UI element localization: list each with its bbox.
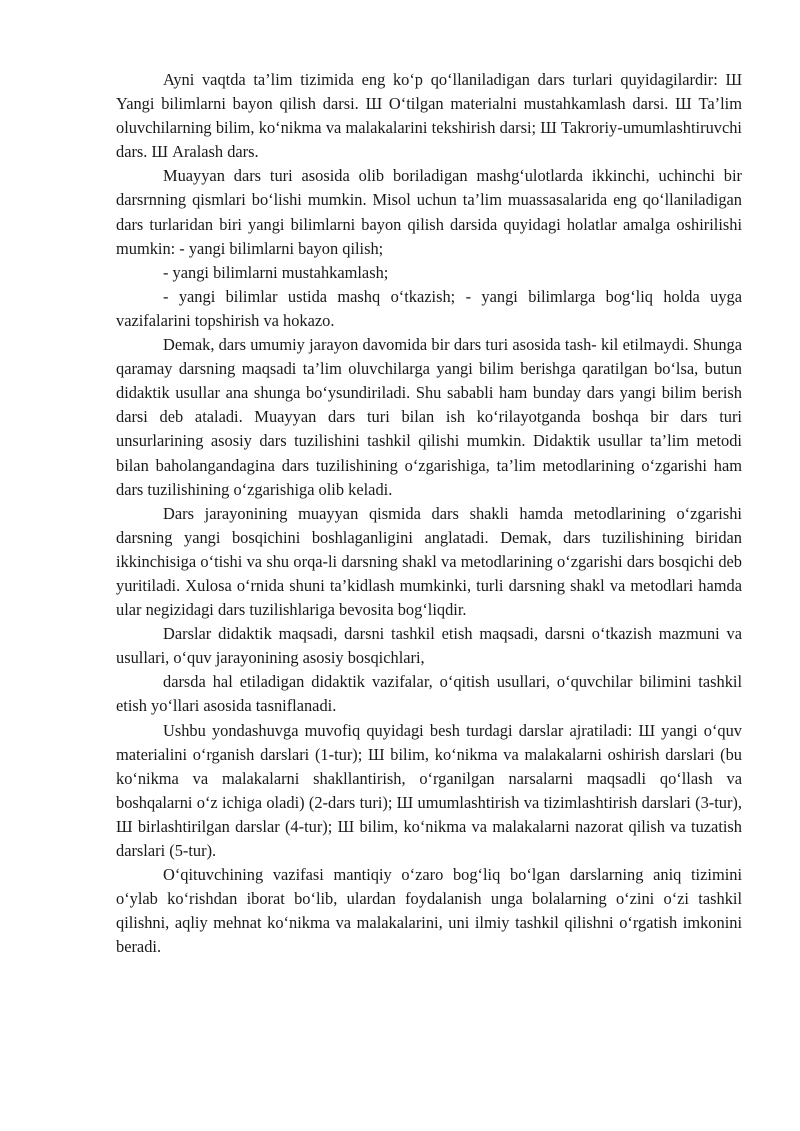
paragraph-lesson-parts: Muayyan dars turi asosida olib boriladigan mashg‘ulotlarda ikkinchi, uchinchi bir darsrnning qismlari bo‘lishi mumkin. Misol uchun ta’lim muassasalarida eng qo‘llaniladigan dars turlaridan biri yangi bilimlarni bayon qilish darsida quyidagi holatlar amalga oshirilishi mumkin: - yangi bilimlarni bayon qilish; xyxy=(116,166,742,258)
document-body xyxy=(116,68,742,959)
paragraph-lesson-types: Ayni vaqtda ta’lim tizimida eng ko‘p qo‘llaniladigan dars turlari quyidagilardir: Ш Yangi bilimlarni bayon qilish darsi. Ш O‘tilgan materialni mustahkamlash darsi. Ш Ta’lim oluvchilarning bilim, ko‘nikma va malakalarini tekshirish darsi; Ш Takroriy-umumlashtiruvchi dars. Ш Aralash dars. xyxy=(116,70,742,162)
paragraph-lesson-structure: Demak, dars umumiy jarayon davomida bir dars turi asosida tash- kil etilmaydi. Shunga qaramay darsning maqsadi ta’lim oluvchilarga yangi bilim berishga qaratilgan bo‘lsa, butun didaktik usullar ana shunga bo‘ysundiriladi. Shu sababli ham bunday dars yangi bilim berish darsi deb ataladi. Muayyan dars turi bilan ish ko‘rilayotganda boshqa bir dars turi unsurlarining asosiy dars tuzilishini tashkil qilishi mumkin. Didaktik usullar ta’lim metodi bilan baholangandagina dars tuzilishining o‘zgarishiga, ta’lim metodlarining o‘zgarishi ham dars tuzilishining o‘zgarishiga olib keladi. xyxy=(116,335,742,499)
paragraph-five-lesson-types: Ushbu yondashuvga muvofiq quyidagi besh turdagi darslar ajratiladi: Ш yangi o‘quv materialini o‘rganish darslari (1-tur); Ш bilim, ko‘nikma va malakalarni oshirish darslari (bu ko‘nikma va malakalarni shakllantirish, o‘rganilgan narsalarni maqsadli qo‘llash va boshqalarni o‘z ichiga oladi) (2-dars turi); Ш umumlashtirish va tizimlashtirish darslari (3-tur), Ш birlashtirilgan darslar (4-tur); Ш bilim, ko‘nikma va malakalarni nazorat qilish va tuzatish darslari (5-tur). xyxy=(116,720,742,860)
paragraph-lesson-stages: Dars jarayonining muayyan qismida dars shakli hamda metodlarining o‘zgarishi darsning yangi bosqichini boshlaganligini anglatadi. Demak, dars tuzilishining biridan ikkinchisiga o‘tishi va shu orqa-li darsning shakl va metodlarining o‘zgarishi dars bosqichi deb yuritiladi. Xulosa o‘rnida shuni ta’kidlash mumkinki, turli darsning shakl va metodlari hamda ular negizidagi dars tuzilishlariga bevosita bog‘liqdir. xyxy=(116,503,742,620)
list-item-exercise-homework: - yangi bilimlar ustida mashq o‘tkazish; - yangi bilimlarga bog‘liq holda uyga vazifalarini topshirish va hokazo. xyxy=(116,286,742,330)
paragraph-classification-continued: darsda hal etiladigan didaktik vazifalar, o‘qitish usullari, o‘quvchilar bilimini tashkil etish yo‘llari asosida tasniflanadi. xyxy=(116,672,742,716)
paragraph-teacher-task: O‘qituvchining vazifasi mantiqiy o‘zaro bog‘liq bo‘lgan darslarning aniq tizimini o‘ylab ko‘rishdan iborat bo‘lib, ulardan foydalanish unga bolalarning o‘zini o‘zi tashkil qilishni, aqliy mehnat ko‘nikma va malakalarini, uni ilmiy tashkil qilishni o‘rgatish imkonini beradi. xyxy=(116,865,742,957)
paragraph-classification-criteria: Darslar didaktik maqsadi, darsni tashkil etish maqsadi, darsni o‘tkazish mazmuni va usullari, o‘quv jarayonining asosiy bosqichlari, xyxy=(116,624,742,668)
list-item-reinforce: - yangi bilimlarni mustahkamlash; xyxy=(163,262,389,282)
